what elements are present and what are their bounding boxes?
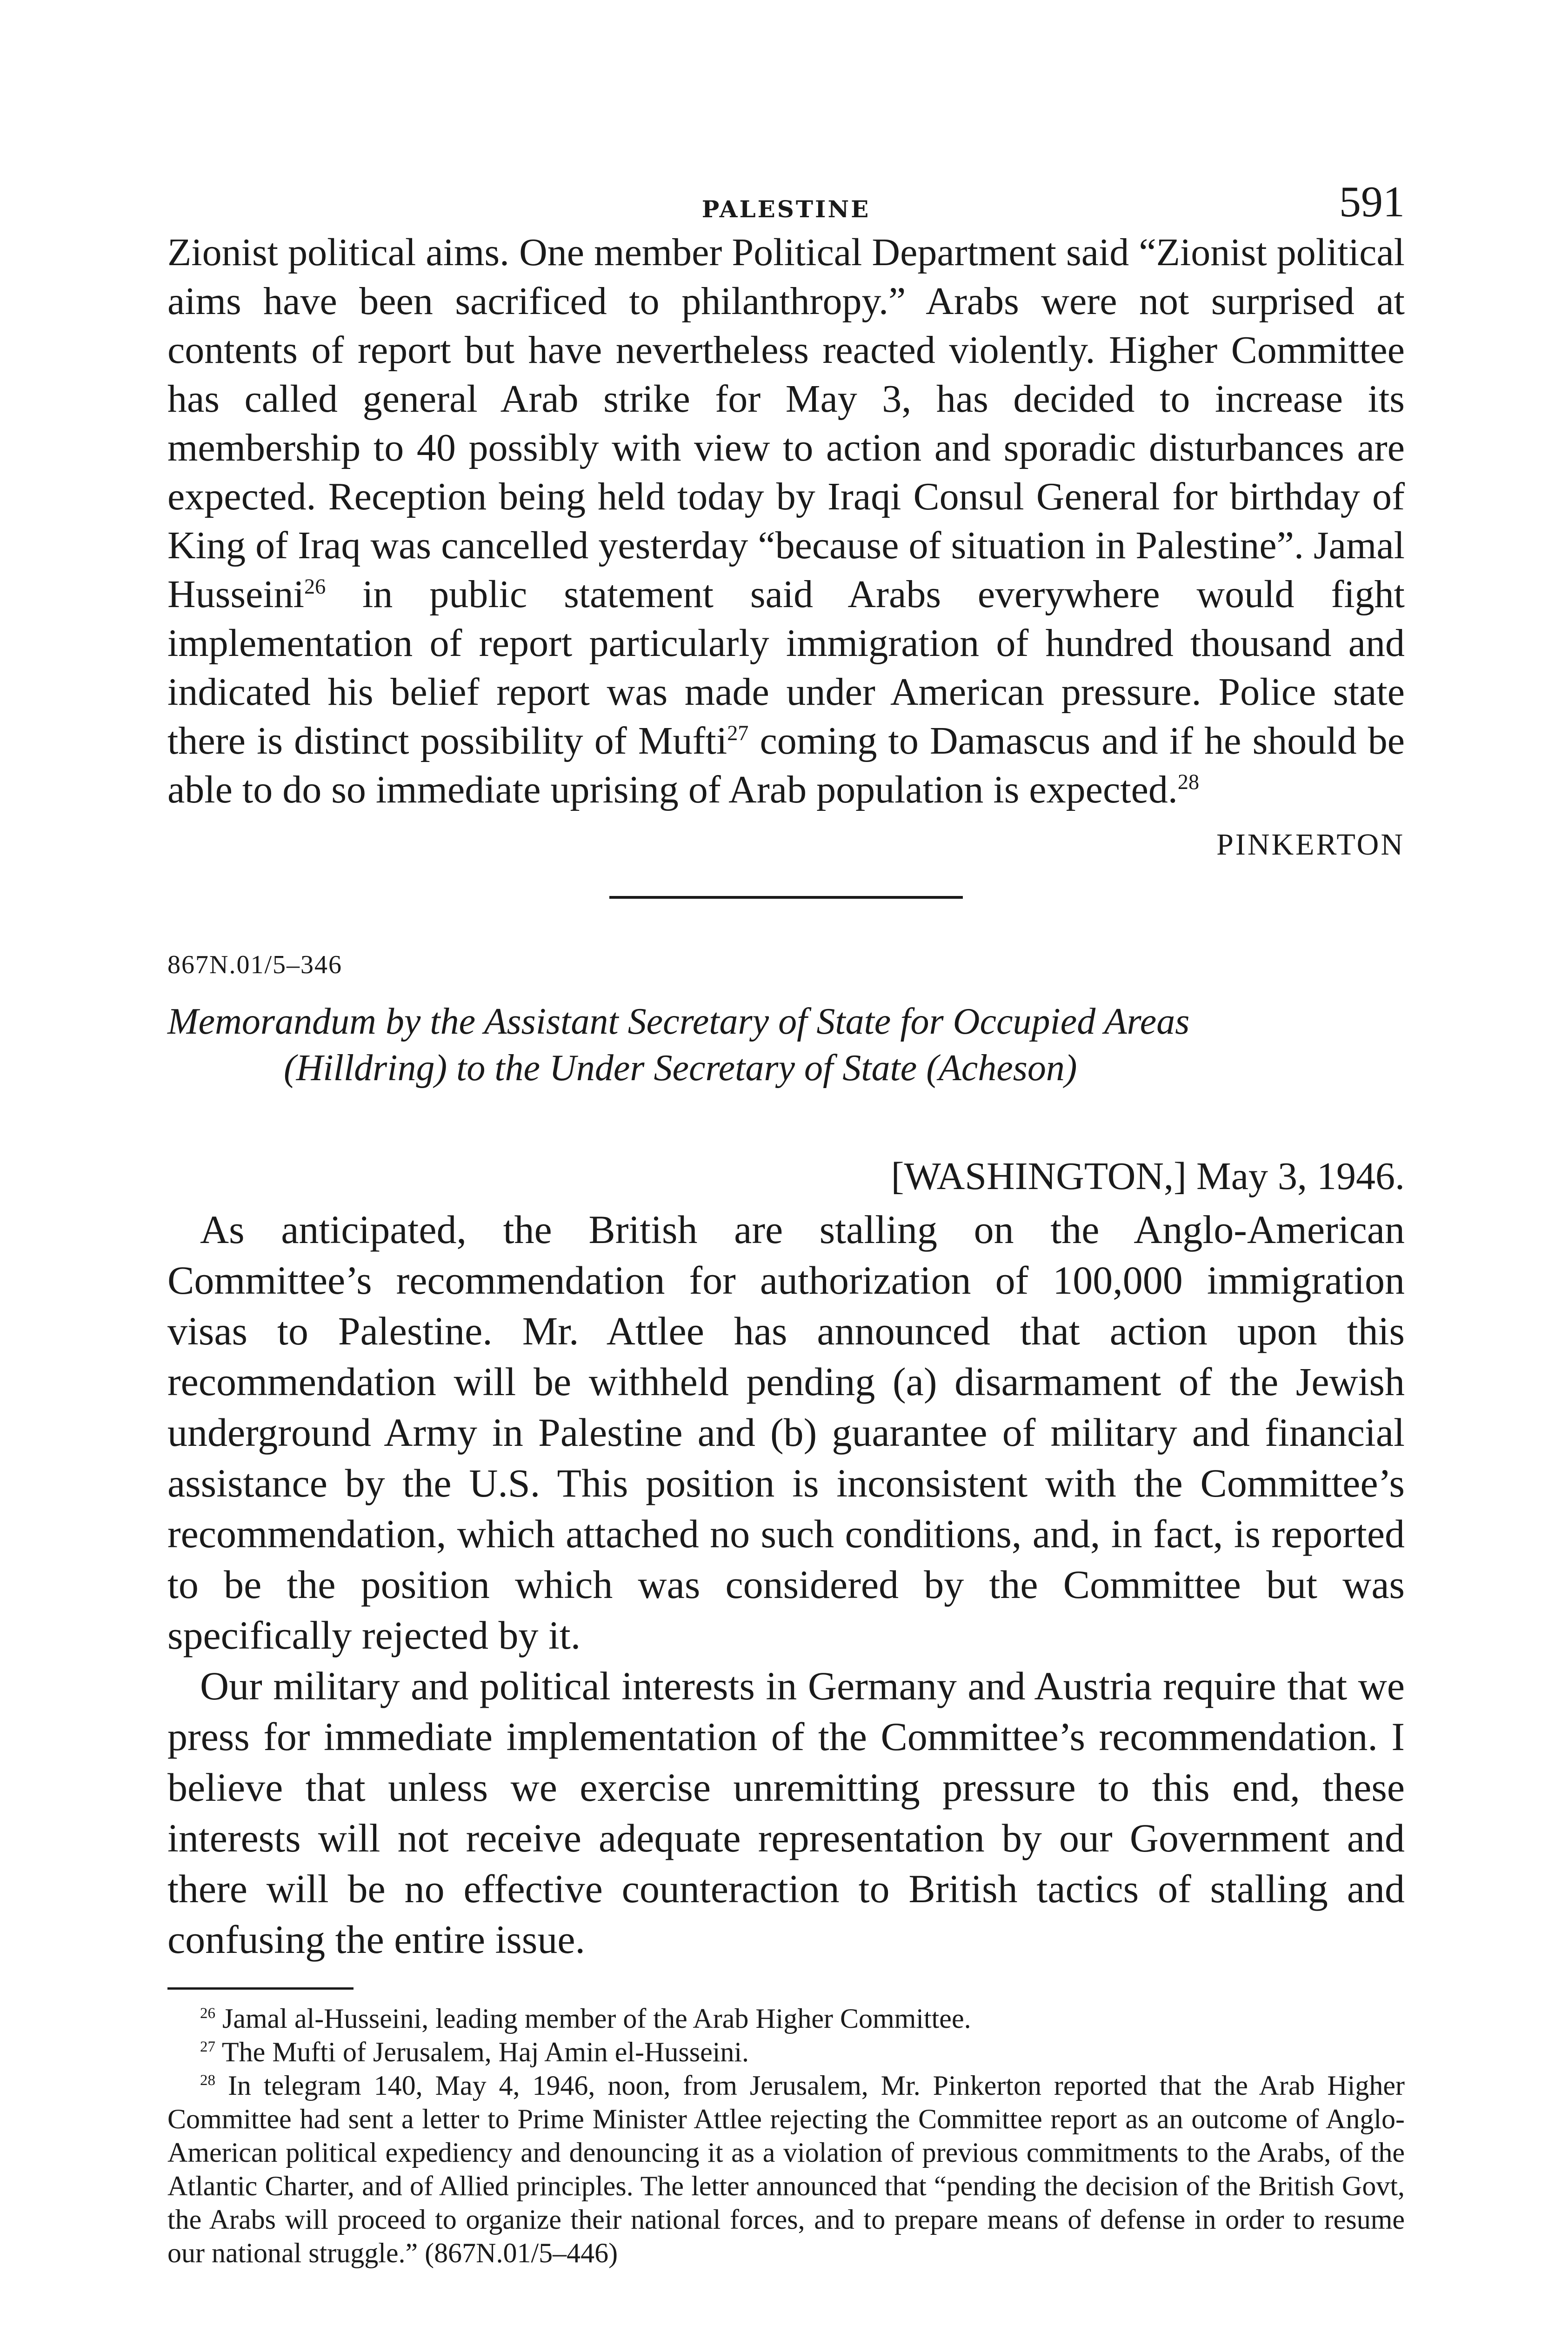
- footnotes: [167, 2002, 1405, 2270]
- footnote-text: In telegram 140, May 4, 1946, noon, from Jerusalem, Mr. Pinkerton reported that the Arab Higher Committee had sent a letter to Prime Minister Attlee rejecting the Committee report as an outcome of Anglo-American political expediency and denouncing it as a violation of previous commitments to the Arabs, of the Atlantic Charter, and of Allied principles. The letter announced that “pending the decision of the British Govt, the Arabs will proceed to organize their national forces, and to prepare means of defense in order to resume our national struggle.” (867N.01/5–446): [167, 2070, 1405, 2268]
- document-title-line-2: (Hilldring) to the Under Secretary of State (Acheson): [284, 1048, 1077, 1089]
- memo-paragraph-2: Our military and political interests in Germany and Austria require that we press for immediate implementation of the Committee’s recommendation. I believe that unless we exercise unremitting pressure to this end, these interests will not receive adequate representation by our Government and there will be no effective counteraction to British tactics of stalling and confusing the entire issue.: [167, 1664, 1405, 1962]
- signature-pinkerton: PINKERTON: [1216, 828, 1405, 862]
- telegram-text-part-1: Zionist political aims. One member Political Department said “Zionist political aims have been sacrificed to philanthropy.” Arabs were not surprised at contents of report but have nevertheless reacted violently. Higher Committee has called general Arab strike for May 3, has decided to increase its membership to 40 possibly with view to action and sporadic disturbances are expected. Reception being held today by Iraqi Consul General for birthday of King of Iraq was cancelled yesterday “because of situation in Palestine”. Jamal Husseini: [167, 231, 1405, 616]
- footnote-number: 27: [200, 2039, 215, 2055]
- footnote-26: [167, 2002, 1405, 2035]
- dateline: [WASHINGTON,] May 3, 1946.: [891, 1155, 1405, 1198]
- telegram-text-part-3: coming to Damascus and if he should be able to do so immediate uprising of Arab population is expected.: [167, 719, 1405, 811]
- footnote-ref-26: 26: [304, 575, 326, 598]
- footnote-27: [167, 2035, 1405, 2069]
- page-number: 591: [1339, 178, 1405, 226]
- footnote-rule: [167, 1987, 354, 1990]
- memo-paragraph-1: As anticipated, the British are stalling on the Anglo-American Committee’s recommendation for authorization of 100,000 immigration visas to Palestine. Mr. Attlee has announced that action upon this recommendation will be withheld pending (a) disarmament of the Jewish underground Army in Palestine and (b) guarantee of military and financial assistance by the U.S. This position is inconsistent with the Committee’s recommendation, which attached no such conditions, and, in fact, is reported to be the position which was considered by the Committee but was specifically rejected by it.: [167, 1207, 1405, 1658]
- footnote-28: [167, 2069, 1405, 2270]
- telegram-text-part-2: in public statement said Arabs everywhere would fight implementation of report particularly immigration of hundred thousand and indicated his belief report was made under American pressure. Police state there is distinct possibility of Mufti: [167, 573, 1405, 762]
- footnote-text: Jamal al-Husseini, leading member of the Arab Higher Committee.: [222, 2003, 971, 2034]
- document-title: [167, 998, 1405, 1091]
- section-divider: [609, 896, 963, 899]
- document-page: [167, 177, 1405, 2270]
- footnote-ref-27: 27: [727, 721, 749, 745]
- footnote-number: 26: [200, 2005, 215, 2022]
- continued-telegram-text: [167, 228, 1405, 814]
- footnote-text: The Mufti of Jerusalem, Haj Amin el-Husseini.: [221, 2037, 749, 2067]
- document-title-line-1: Memorandum by the Assistant Secretary of State for Occupied Areas: [167, 1001, 1190, 1042]
- running-title: PALESTINE: [701, 195, 871, 223]
- file-number: 867N.01/5–346: [167, 950, 342, 979]
- running-header: [167, 177, 1405, 228]
- footnote-number: 28: [200, 2072, 215, 2089]
- footnote-ref-28: 28: [1177, 770, 1200, 794]
